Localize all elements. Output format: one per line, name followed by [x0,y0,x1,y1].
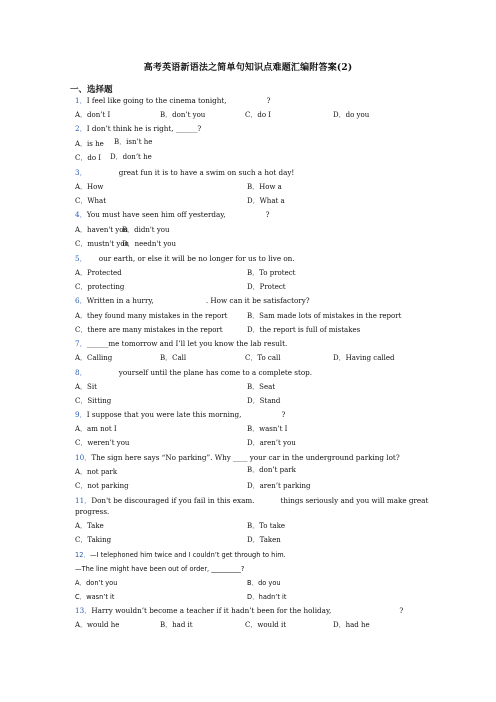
question-4 [75,210,270,220]
question-number: 13． [75,606,92,615]
question-number: 4． [75,210,87,219]
option-a[interactable]: A．would he [75,621,120,629]
option-c[interactable]: C．mustn't you [75,240,130,248]
option-c[interactable]: C．do I [75,154,102,162]
option-a[interactable]: A．Take [75,522,104,530]
option-c[interactable]: C．What [75,197,107,205]
option-b[interactable]: B．Call [160,354,187,362]
option-d[interactable]: D．the report is full of mistakes [247,326,361,334]
question-10 [75,453,400,463]
question-number: 5． [75,254,87,263]
option-c[interactable]: C．there are many mistakes in the report [75,326,223,334]
option-b[interactable]: B．Sam made lots of mistakes in the report [247,312,402,320]
question-number: 1． [75,96,87,105]
option-d[interactable]: D．aren’t parking [247,482,311,490]
option-c[interactable]: C．would it [245,621,287,629]
question-8 [75,368,312,378]
question-stem: Don't be discouraged if you fail in this exam. [91,496,255,505]
question-number: 11． [75,496,92,505]
option-a[interactable]: A．they found many mistakes in the report [75,312,228,320]
option-c[interactable]: C．Sitting [75,397,112,405]
question-number: 3． [75,168,87,177]
option-b[interactable]: B．Seat [247,383,276,391]
question-13 [75,606,403,616]
question-6 [75,296,310,306]
question-stem: —I telephoned him twice and I couldn’t get through to him. [89,551,286,559]
option-d[interactable]: D．don’t he [110,153,152,161]
question-11 [75,496,428,506]
option-a[interactable]: A．is he [75,140,104,148]
question-stem: I don’t think he is right, ______? [86,124,202,133]
option-d[interactable]: D．Having called [333,354,395,362]
question-tail: things seriously and you will make great [280,496,429,505]
question-stem: our earth, or else it will be no longer for us to live on. [98,254,295,263]
question-tail: . How can it be satisfactory? [205,296,310,305]
option-b[interactable]: B．How a [247,183,282,191]
question-9 [75,410,285,420]
option-a[interactable]: A．haven't you [75,226,128,234]
question-number: 12． [75,551,90,559]
question-12-continued: —The line might have been out of order, _________? [75,565,245,573]
question-number: 6． [75,296,87,305]
question-stem: The sign here says “No parking”. Why ____ your car in the underground parking lot? [91,453,400,462]
option-d[interactable]: D．What a [247,197,285,205]
option-d[interactable]: D．Protect [247,283,286,291]
question-tail: ? [281,410,286,419]
option-b[interactable]: B．don’t you [160,111,206,119]
question-number: 8． [75,368,87,377]
question-tail: ? [266,96,271,105]
question-1 [75,96,270,106]
question-stem: Written in a hurry, [86,296,154,305]
option-d[interactable]: D．hadn’t it [247,593,287,601]
option-b[interactable]: B．To protect [247,269,296,277]
option-d[interactable]: D．had he [333,621,370,629]
question-stem: I feel like going to the cinema tonight, [86,96,227,105]
option-b[interactable]: B．do you [247,579,281,587]
question-number: 7． [75,339,87,348]
question-2 [75,124,201,134]
question-stem: ______me tomorrow and I’ll let you know the lab result. [86,339,288,348]
question-tail: ? [399,606,404,615]
question-11-continued: progress. [75,507,110,516]
question-stem: Harry wouldn’t become a teacher if it hadn’t been for the holiday, [91,606,332,615]
option-c[interactable]: C．do I [245,111,272,119]
question-number: 2． [75,124,87,133]
question-number: 10． [75,453,92,462]
question-5 [75,254,295,264]
option-a[interactable]: A．How [75,183,104,191]
question-number: 9． [75,410,87,419]
question-7 [75,339,287,349]
option-c[interactable]: C．protecting [75,283,125,291]
option-d[interactable]: D．do you [333,111,370,119]
question-12 [75,550,286,560]
option-c[interactable]: C．Taking [75,536,112,544]
option-b[interactable]: B．isn’t he [114,138,153,146]
option-c[interactable]: C．weren’t you [75,439,130,447]
option-b[interactable]: B．had it [160,621,193,629]
option-a[interactable]: A．don’t I [75,111,111,119]
question-tail: ? [265,210,270,219]
option-a[interactable]: A．Protected [75,269,122,277]
question-stem: You must have seen him off yesterday, [86,210,226,219]
question-stem: yourself until the plane has come to a complete stop. [118,368,313,377]
option-b[interactable]: B．didn't you [122,226,170,234]
option-a[interactable]: A．Sit [75,383,97,391]
question-stem: I suppose that you were late this morning, [86,410,242,419]
option-b[interactable]: B．wasn’t I [247,425,288,433]
option-b[interactable]: B．To take [247,522,286,530]
section-heading: 一、选择题 [70,85,113,95]
option-d[interactable]: D．needn't you [122,240,177,248]
option-d[interactable]: D．aren’t you [247,439,296,447]
option-a[interactable]: A．am not I [75,425,117,433]
option-b[interactable]: B．don’t park [247,466,296,474]
option-c[interactable]: C．not parking [75,482,129,490]
option-c[interactable]: C．To call [245,354,281,362]
question-3 [75,168,294,178]
option-c[interactable]: C．wasn’t it [75,593,115,601]
option-a[interactable]: A．don’t you [75,579,118,587]
option-a[interactable]: A．not park [75,468,118,476]
page-title: 高考英语新语法之简单句知识点难题汇编附答案(2) [143,63,353,73]
option-d[interactable]: D．Stand [247,397,281,405]
option-d[interactable]: D．Taken [247,536,281,544]
option-a[interactable]: A．Calling [75,354,113,362]
question-stem: great fun it is to have a swim on such a hot day! [118,168,295,177]
